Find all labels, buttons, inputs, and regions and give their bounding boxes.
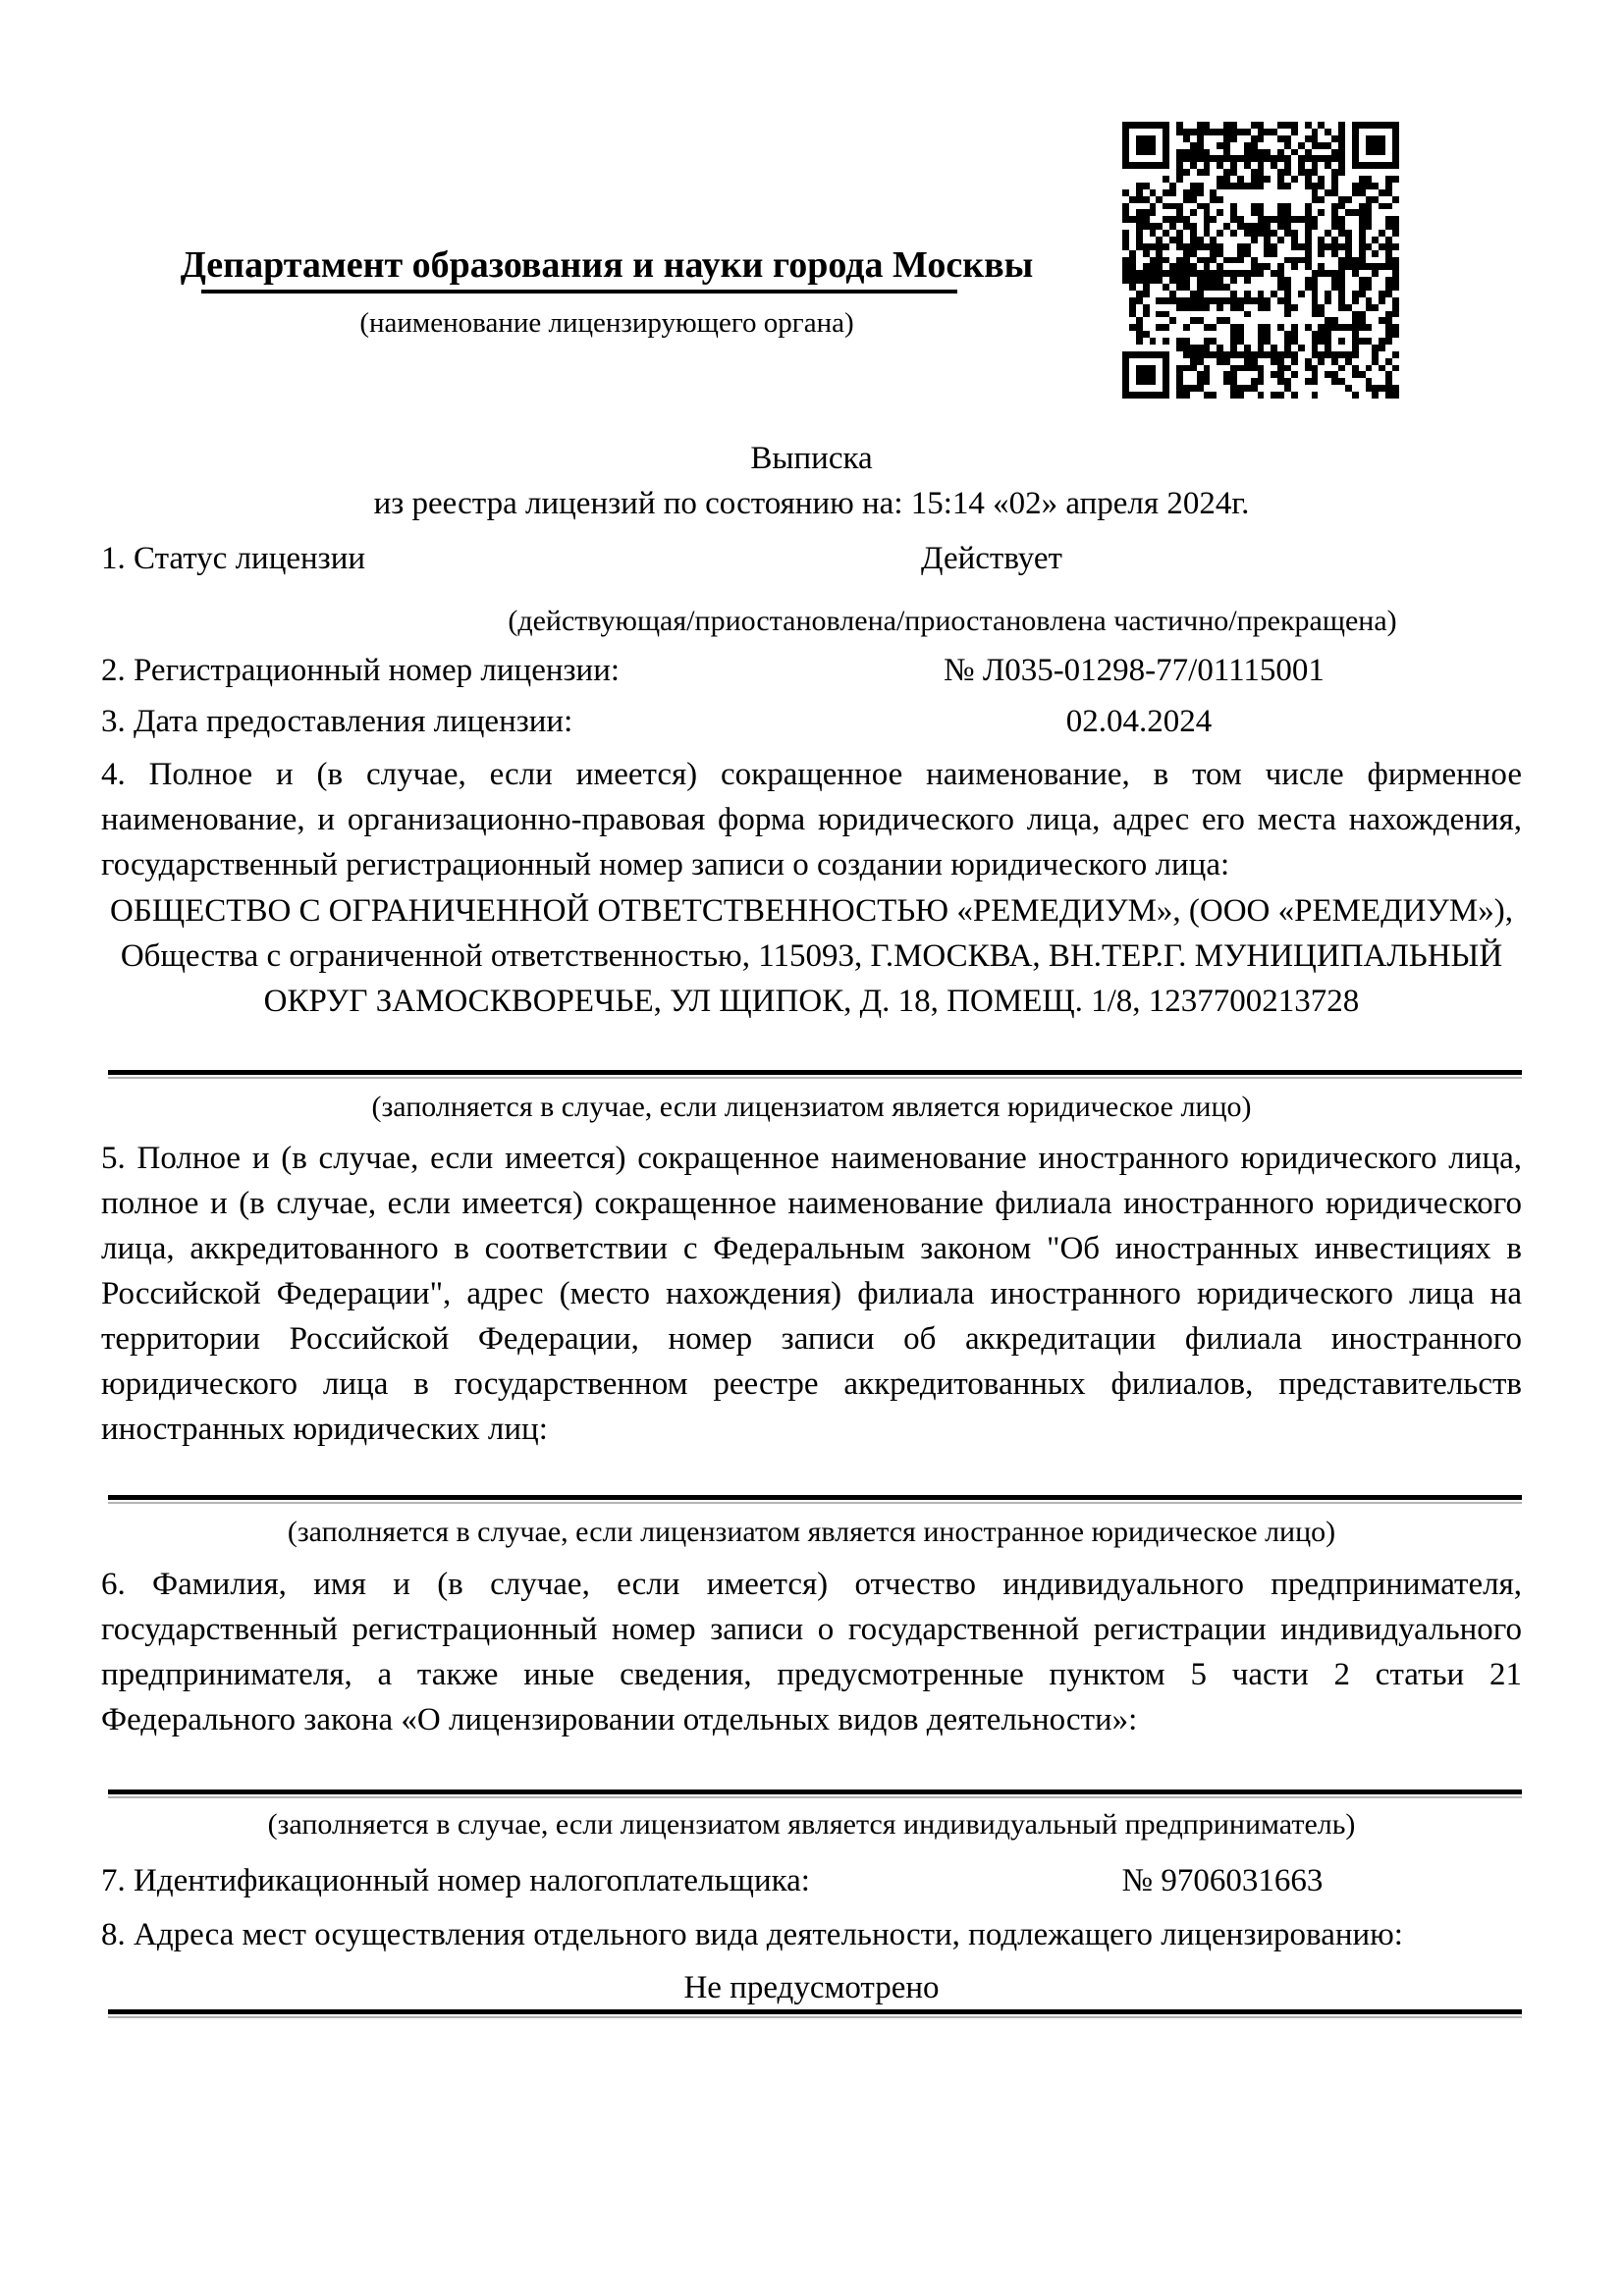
section-divider-3 — [108, 1789, 1522, 1794]
authority-caption: (наименование лицензирующего органа) — [359, 307, 854, 339]
authority-underline — [201, 290, 957, 294]
document-title: Выписка — [750, 441, 873, 476]
section-divider-2 — [108, 1495, 1522, 1500]
item3-label: 3. Дата предоставления лицензии: — [101, 704, 573, 739]
item4-caption: (заполняется в случае, если лицензиатом является юридическое лицо) — [371, 1091, 1252, 1123]
authority-name: Департамент образования и науки города Москвы — [180, 244, 1034, 286]
section-divider-4 — [108, 2009, 1522, 2014]
item5-caption: (заполняется в случае, если лицензиатом является иностранное юридическое лицо) — [287, 1516, 1336, 1548]
item4-label: 4. Полное и (в случае, если имеется) сокращенное наименование, в том числе фирменное наименование, и организационно-правовая форма юридического лица, адрес его места нахождения, государственный регистрационный номер записи о создании юридического лица: — [101, 757, 1522, 882]
qr-code — [1122, 122, 1399, 399]
item4-value-company: ОБЩЕСТВО С ОГРАНИЧЕННОЙ ОТВЕТСТВЕННОСТЬЮ «РЕМЕДИУМ», (ООО «РЕМЕДИУМ»), Общества с ограниченной ответственностью, 115093, Г.МОСКВА, ВН.ТЕР.Г. МУНИЦИПАЛЬНЫЙ ОКРУГ ЗАМОСКВОРЕЧЬЕ, УЛ ЩИПОК, Д. 18, ПОМЕЩ. 1/8, 1237700213728 — [110, 893, 1513, 1019]
item5-label: 5. Полное и (в случае, если имеется) сокращенное наименование иностранного юридического лица, полное и (в случае, если имеется) сокращенное наименование филиала иностранного юридического лица, аккредитованного в соответствии с Федеральным законом "Об иностранных инвестициях в Российской Федерации", адрес (место нахождения) филиала иностранного юридического лица на территории Российской Федерации, номер записи об аккредитации филиала иностранного юридического лица в государственном реестре аккредитованных филиалов, представительств иностранных юридических лиц: — [101, 1141, 1522, 1447]
item7-label: 7. Идентификационный номер налогоплательщика: — [101, 1863, 810, 1898]
section-divider-1 — [108, 1070, 1522, 1075]
item8-label: 8. Адреса мест осуществления отдельного вида деятельности, подлежащего лицензированию: — [101, 1917, 1403, 1952]
item3-value-date: 02.04.2024 — [1065, 704, 1213, 739]
item1-label: 1. Статус лицензии — [101, 541, 366, 576]
item6-label: 6. Фамилия, имя и (в случае, если имеется) отчество индивидуального предпринимателя, государственный регистрационный номер записи о государственной регистрации индивидуального предпринимателя, а также иные сведения, предусмотренные пунктом 5 части 2 статьи 21 Федерального закона «О лицензировании отдельных видов деятельности»: — [101, 1567, 1522, 1737]
item2-value-reg-number: № Л035-01298-77/01115001 — [944, 653, 1325, 688]
item1-value-status: Действует — [921, 541, 1062, 576]
item6-caption: (заполняется в случае, если лицензиатом является индивидуальный предприниматель) — [267, 1808, 1356, 1841]
item8-value-not-provided: Не предусмотрено — [683, 1970, 940, 2005]
item2-label: 2. Регистрационный номер лицензии: — [101, 653, 621, 688]
item7-value-inn: № 9706031663 — [1121, 1863, 1324, 1898]
document-subtitle-date: из реестра лицензий по состоянию на: 15:14 «02» апреля 2024г. — [373, 486, 1250, 521]
item1-caption: (действующая/приостановлена/приостановлена частично/прекращена) — [508, 605, 1397, 637]
